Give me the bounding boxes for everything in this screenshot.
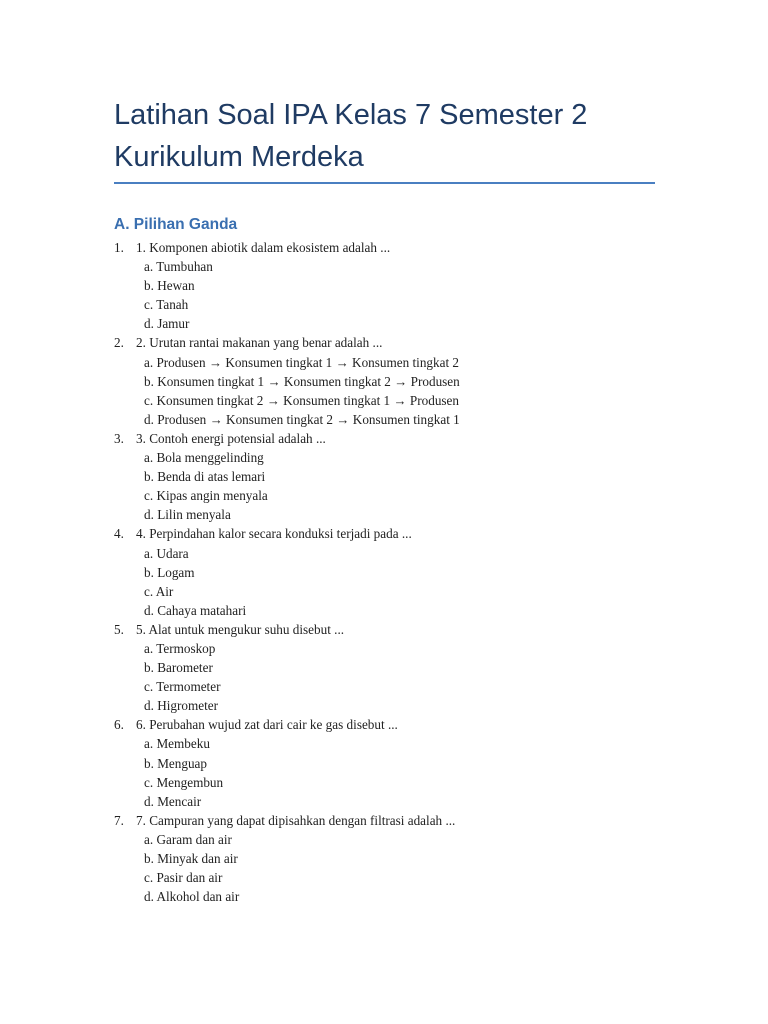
answer-option: c. Tanah [144, 297, 189, 313]
question-line [114, 524, 655, 543]
question-text: 1. Komponen abiotik dalam ekosistem adalah ... [136, 240, 391, 255]
question-text: 2. Urutan rantai makanan yang benar adalah ... [136, 335, 383, 351]
question-item [114, 620, 655, 715]
question-item [114, 238, 655, 333]
answer-options [114, 448, 655, 524]
question-text: 7. Campuran yang dapat dipisahkan dengan filtrasi adalah ... [136, 812, 456, 828]
question-text: 3. Contoh energi potensial adalah ... [136, 430, 326, 446]
answer-option: b. Barometer [144, 660, 213, 676]
answer-options [114, 830, 655, 906]
question-item [114, 524, 655, 619]
answer-option: a. Termoskop [144, 640, 216, 656]
answer-option: a. Produsen → Konsumen tingkat 1 → Konsumen tingkat 2 [144, 354, 460, 370]
answer-option: d. Cahaya matahari [144, 602, 247, 618]
answer-option: d. Produsen → Konsumen tingkat 2 → Konsumen tingkat 1 [144, 411, 460, 427]
answer-options [114, 544, 655, 620]
answer-option: c. Kipas angin menyala [144, 488, 268, 504]
question-text: 6. Perubahan wujud zat dari cair ke gas disebut ... [136, 717, 398, 733]
answer-option: b. Benda di atas lemari [144, 469, 266, 485]
question-number: 3. [114, 430, 124, 446]
document-title [114, 94, 655, 178]
answer-option: d. Higrometer [144, 698, 218, 714]
question-item [114, 811, 655, 906]
answer-option: c. Termometer [144, 679, 221, 695]
answer-option: b. Minyak dan air [144, 851, 238, 866]
answer-option: b. Konsumen tingkat 1 → Konsumen tingkat 2 → Produsen [144, 373, 460, 389]
answer-option: c. Air [144, 583, 174, 599]
answer-option: a. Garam dan air [144, 831, 232, 847]
question-line [114, 333, 655, 352]
answer-option: a. Udara [144, 545, 189, 561]
answer-options [114, 257, 655, 333]
question-list [114, 238, 655, 906]
question-line [114, 811, 655, 830]
question-number: 6. [114, 717, 124, 733]
answer-option: c. Mengembun [144, 774, 224, 790]
answer-options [114, 353, 655, 429]
question-line [114, 620, 655, 639]
question-item [114, 429, 655, 524]
answer-options [114, 734, 655, 810]
answer-option: b. Menguap [144, 755, 207, 771]
question-line [114, 429, 655, 448]
answer-option: a. Bola menggelinding [144, 450, 264, 466]
question-number: 7. [114, 812, 124, 828]
answer-option: b. Logam [144, 564, 195, 580]
answer-options [114, 639, 655, 715]
question-number: 4. [114, 526, 124, 542]
title-underline-rule [114, 182, 655, 184]
answer-option: d. Lilin menyala [144, 507, 231, 523]
title-line-1: Latihan Soal IPA Kelas 7 Semester 2 [114, 99, 588, 131]
answer-option: a. Tumbuhan [144, 259, 213, 275]
question-item [114, 715, 655, 810]
question-item [114, 333, 655, 428]
answer-option: d. Alkohol dan air [144, 889, 240, 905]
answer-option: c. Konsumen tingkat 2 → Konsumen tingkat 1 → Produsen [144, 392, 460, 408]
question-line [114, 238, 655, 257]
question-text: 4. Perpindahan kalor secara konduksi terjadi pada ... [136, 526, 412, 542]
question-line [114, 715, 655, 734]
question-number: 1. [114, 240, 124, 255]
question-number: 2. [114, 335, 124, 351]
answer-option: d. Jamur [144, 316, 190, 332]
question-number: 5. [114, 621, 124, 637]
answer-option: b. Hewan [144, 278, 195, 294]
answer-option: d. Mencair [144, 793, 202, 809]
title-line-2: Kurikulum Merdeka [114, 141, 364, 173]
question-text: 5. Alat untuk mengukur suhu disebut ... [136, 621, 345, 637]
answer-option: a. Membeku [144, 736, 210, 752]
answer-option: c. Pasir dan air [144, 870, 223, 886]
section-heading: A. Pilihan Ganda [114, 216, 238, 233]
